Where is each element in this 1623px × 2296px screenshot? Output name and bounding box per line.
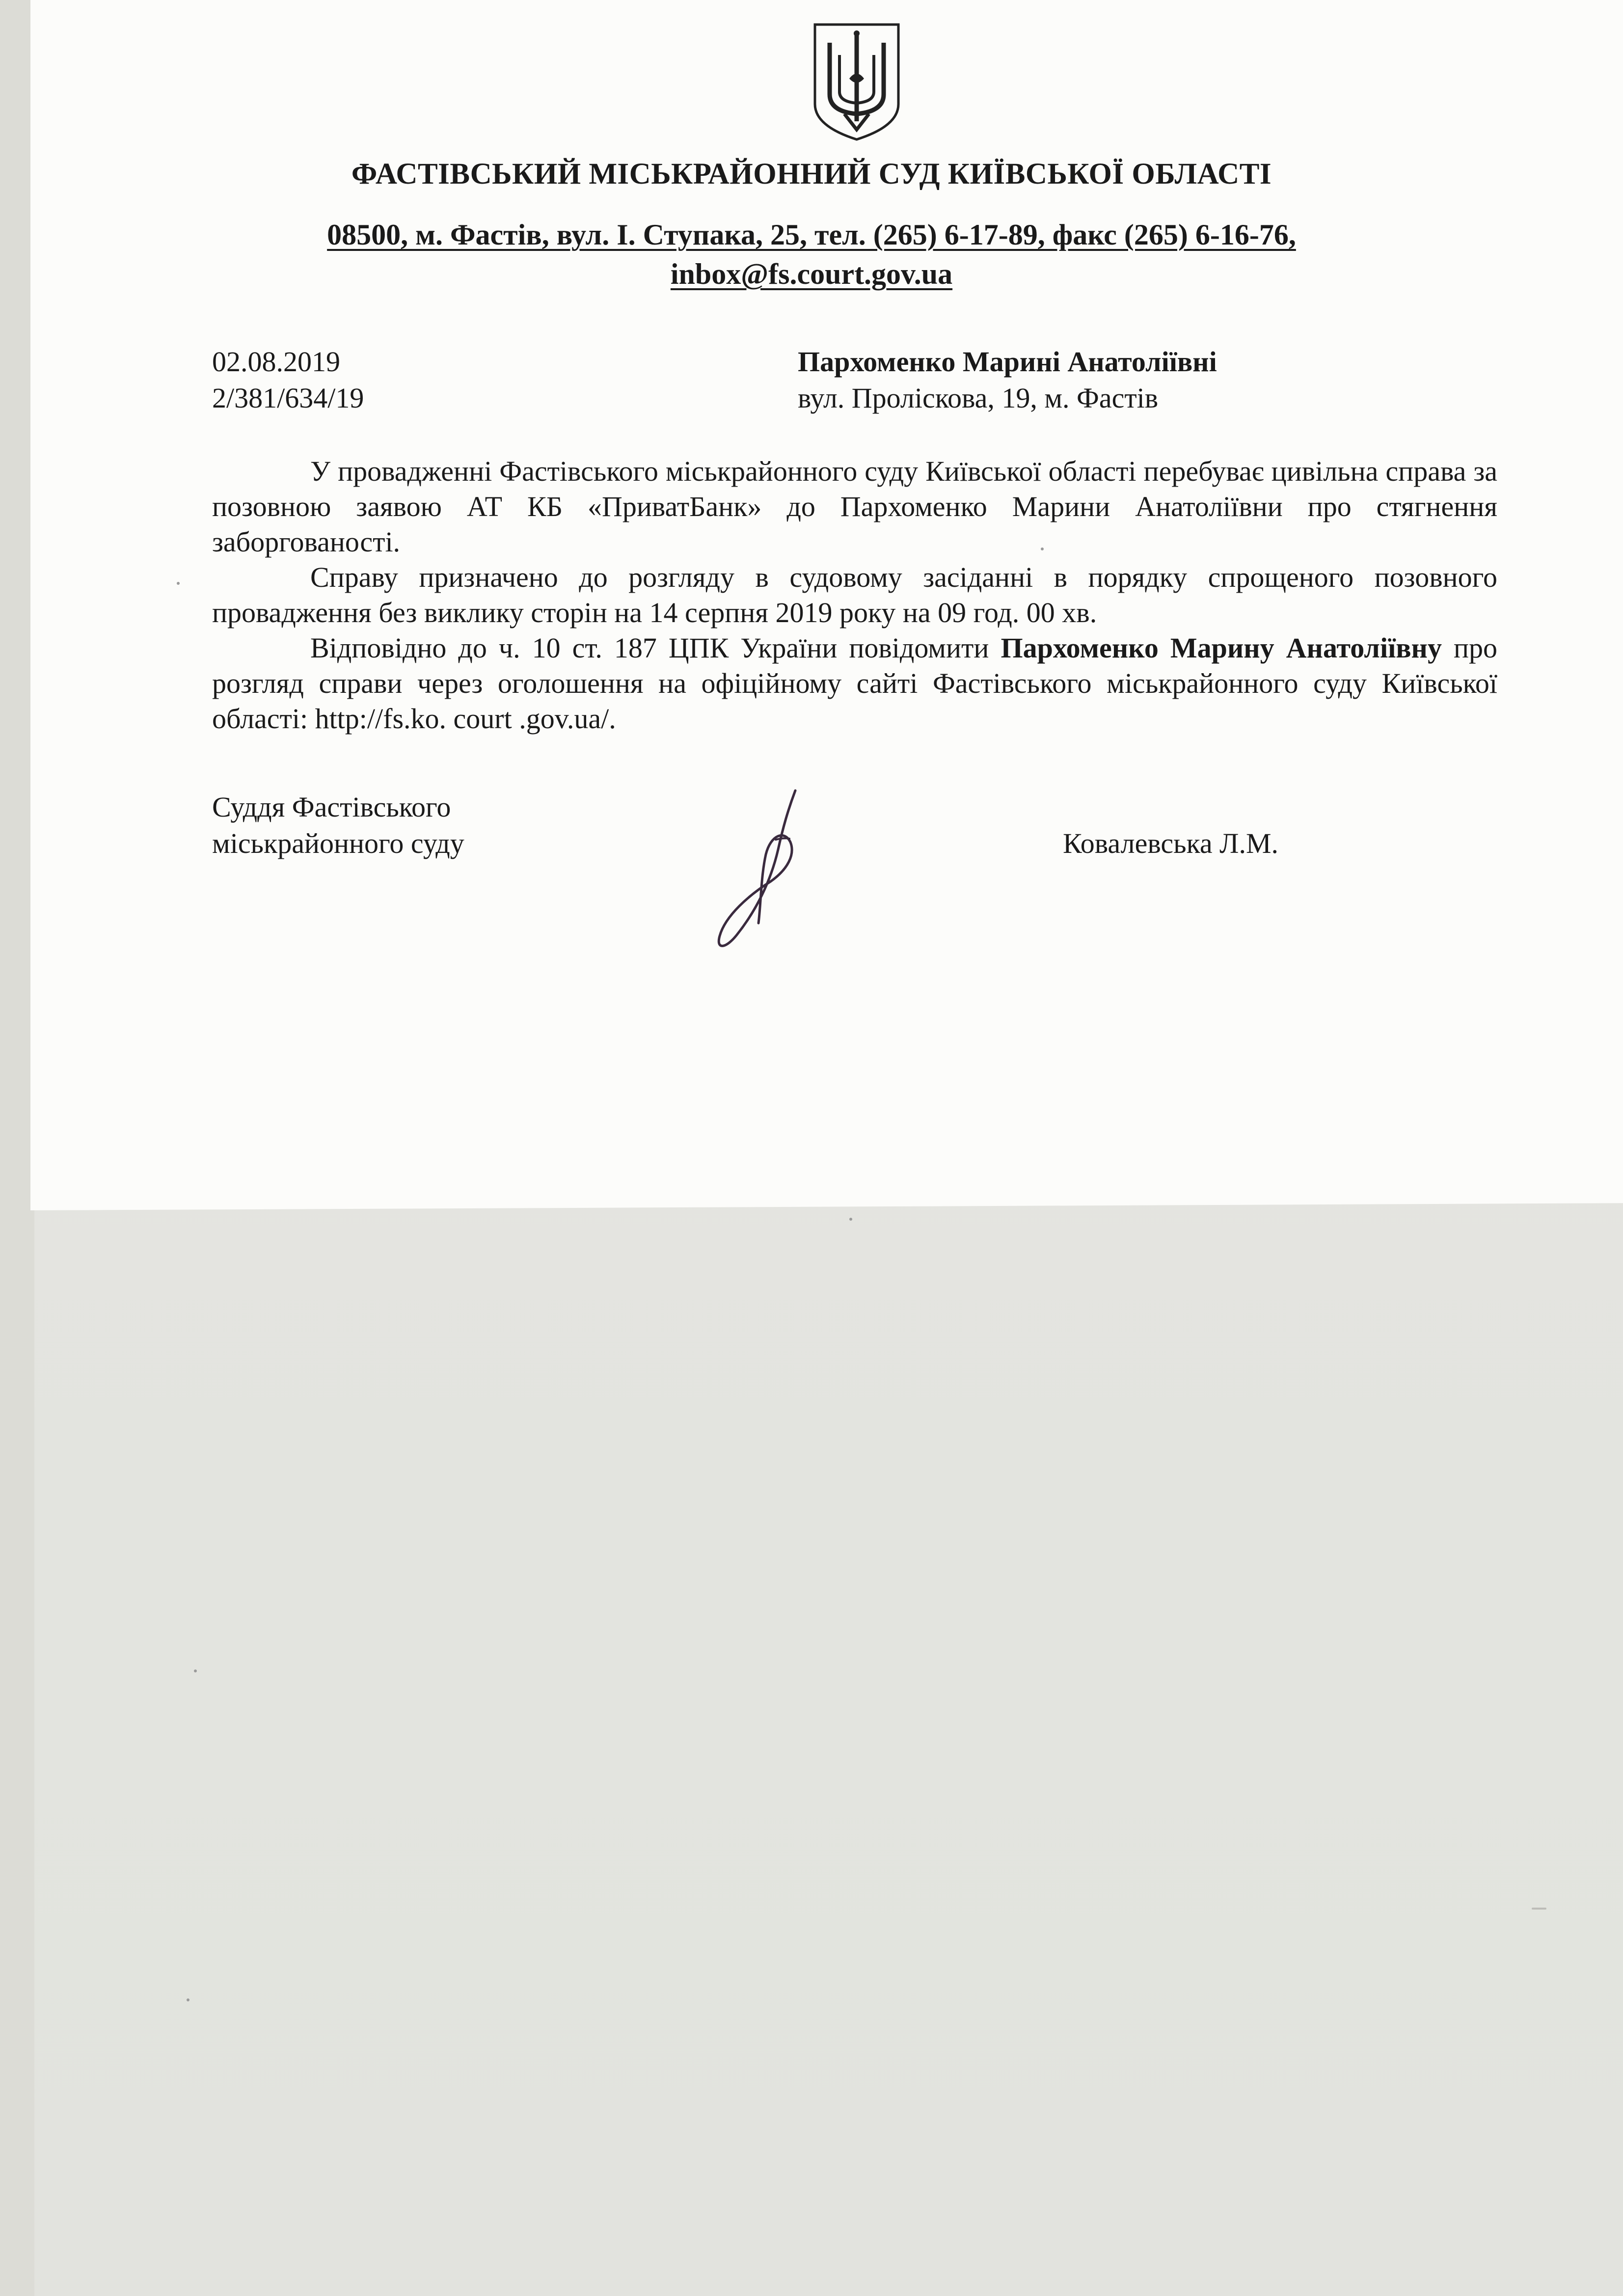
court-address — [0, 215, 1623, 294]
recipient-name: Пархоменко Марині Анатоліївні — [798, 346, 1217, 378]
handwritten-signature — [697, 781, 825, 957]
court-address-line1: 08500, м. Фастів, вул. І. Ступака, 25, тел. (265) 6-17-89, факс (265) 6-16-76, — [327, 219, 1296, 251]
judge-title-line1: Суддя Фастівського — [212, 791, 451, 823]
paragraph-hearing-date: Справу призначено до розгляду в судовому засіданні в порядку спрощеного позовного провадження без виклику сторін на 14 серпня 2019 року на 09 год. 00 хв. — [212, 561, 1497, 629]
scan-speck — [849, 1218, 852, 1221]
judge-title-line2: міськрайонного суду — [212, 827, 464, 859]
judge-name: Ковалевська Л.М. — [1063, 827, 1279, 859]
scan-speck — [1041, 547, 1044, 550]
recipient-address: вул. Пролiскова, 19, м. Фастів — [798, 382, 1159, 414]
document-date: 02.08.2019 — [212, 346, 340, 378]
paragraph-case-info: У провадженні Фастівського міськрайонного суду Київської області перебуває цивільна справа за позовною заявою АТ КБ «ПриватБанк» до Пархоменко Марини Анатоліївни про стягнення заборгованості. — [212, 455, 1497, 558]
notified-person: Пархоменко Марину Анатоліївну — [1001, 632, 1442, 664]
paragraph-notification — [212, 630, 1497, 737]
scan-speck — [1532, 1908, 1546, 1910]
document-meta — [212, 344, 364, 416]
letter-body — [212, 454, 1497, 737]
notification-text-start: Відповідно до ч. 10 ст. 187 ЦПК України повідомити — [310, 632, 1001, 664]
court-email: inbox@fs.court.gov.ua — [670, 258, 953, 290]
scan-speck — [187, 1998, 189, 2001]
recipient-block — [798, 344, 1217, 416]
scan-speck — [194, 1669, 197, 1672]
coat-of-arms-icon — [810, 21, 903, 143]
court-name-heading: ФАСТІВСЬКИЙ МІСЬКРАЙОННИЙ СУД КИЇВСЬКОЇ ОБЛАСТІ — [351, 158, 1272, 191]
scan-edge-strip — [0, 0, 34, 2296]
reference-number: 2/381/634/19 — [212, 382, 364, 414]
scan-speck — [177, 582, 180, 585]
judge-title — [212, 789, 464, 862]
notification-text-end: про розгляд справи через оголошення на офіційному сайті Фастівського міськрайонного суду Київської області: http://fs.ko. court .gov.ua/. — [212, 632, 1497, 735]
